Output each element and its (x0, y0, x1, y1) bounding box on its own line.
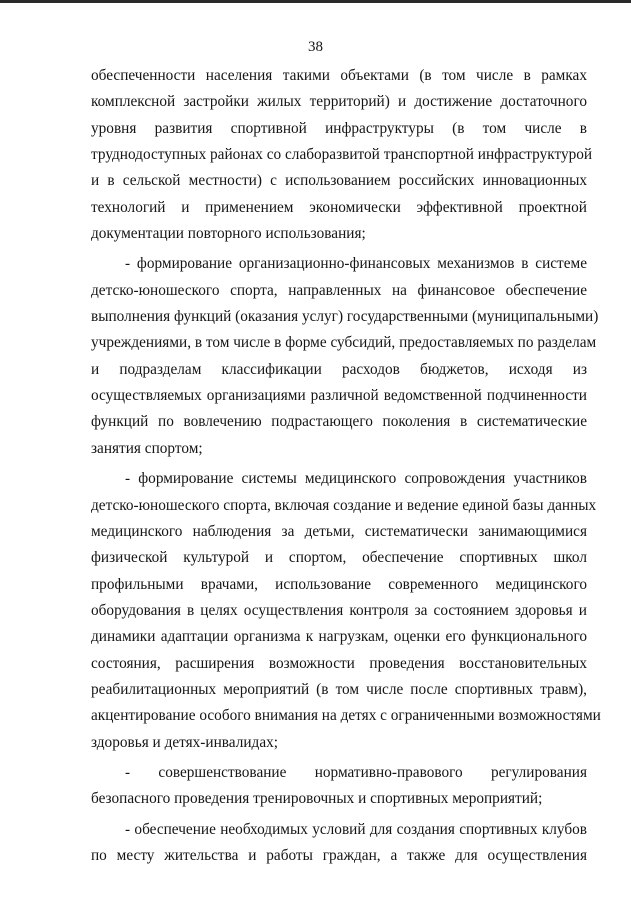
text-line: - обеспечение необходимых условий для создания спортивных клубов (125, 820, 587, 838)
text-line: детско-юношеского спорта, направленных на финансовое обеспечение (91, 281, 587, 299)
text-line: документации повторного использования; (91, 225, 366, 243)
text-line: медицинского наблюдения за детьми, систематически занимающимися (91, 522, 587, 540)
text-line: - формирование системы медицинского сопровождения участников (125, 470, 587, 488)
text-line: занятия спортом; (91, 439, 203, 457)
text-line: труднодоступных районах со слаборазвитой транспортной инфраструктурой (91, 146, 593, 164)
page-top-border (0, 0, 631, 3)
text-line: - совершенствование нормативно-правового регулирования (125, 763, 587, 781)
text-line: здоровья и детях-инвалидах; (91, 733, 279, 751)
text-line: функций по вовлечению подрастающего поколения в систематические (91, 413, 587, 431)
text-line: по месту жительства и работы граждан, а также для осуществления (91, 846, 587, 864)
text-line: выполнения функций (оказания услуг) государственными (муниципальными) (91, 308, 599, 326)
text-line: безопасного проведения тренировочных и спортивных мероприятий; (91, 790, 543, 808)
text-line: и подразделам классификации расходов бюджетов, исходя из (91, 360, 587, 378)
text-line: профильными врачами, использование современного медицинского (91, 575, 587, 593)
text-line: учреждениями, в том числе в форме субсидий, предоставляемых по разделам (91, 334, 597, 352)
page-number: 38 (308, 39, 323, 55)
text-line: уровня развития спортивной инфраструктуры (в том числе в (91, 119, 587, 137)
text-line: физической культурой и спортом, обеспечение спортивных школ (91, 549, 587, 567)
text-line: динамики адаптации организма к нагрузкам, оценки его функционального (91, 628, 587, 646)
text-line: комплексной застройки жилых территорий) и достижение достаточного (91, 93, 587, 111)
document-body (91, 63, 601, 869)
text-line: и в сельской местности) с использованием российских инновационных (91, 172, 587, 190)
text-line: - формирование организационно-финансовых механизмов в системе (125, 255, 587, 273)
text-line: детско-юношеского спорта, включая создание и ведение единой базы данных (91, 496, 597, 514)
text-line: состояния, расширения возможности проведения восстановительных (91, 654, 587, 672)
text-line: акцентирование особого внимания на детях с ограниченными возможностями (91, 707, 601, 725)
text-line: реабилитационных мероприятий (в том числе после спортивных травм), (91, 680, 587, 698)
text-line: обеспеченности населения такими объектами (в том числе в рамках (91, 67, 587, 84)
text-line: оборудования в целях осуществления контроля за состоянием здоровья и (91, 601, 587, 619)
text-line: осуществляемых организациями различной ведомственной подчиненности (91, 387, 587, 405)
text-line: технологий и применением экономически эффективной проектной (91, 198, 587, 216)
